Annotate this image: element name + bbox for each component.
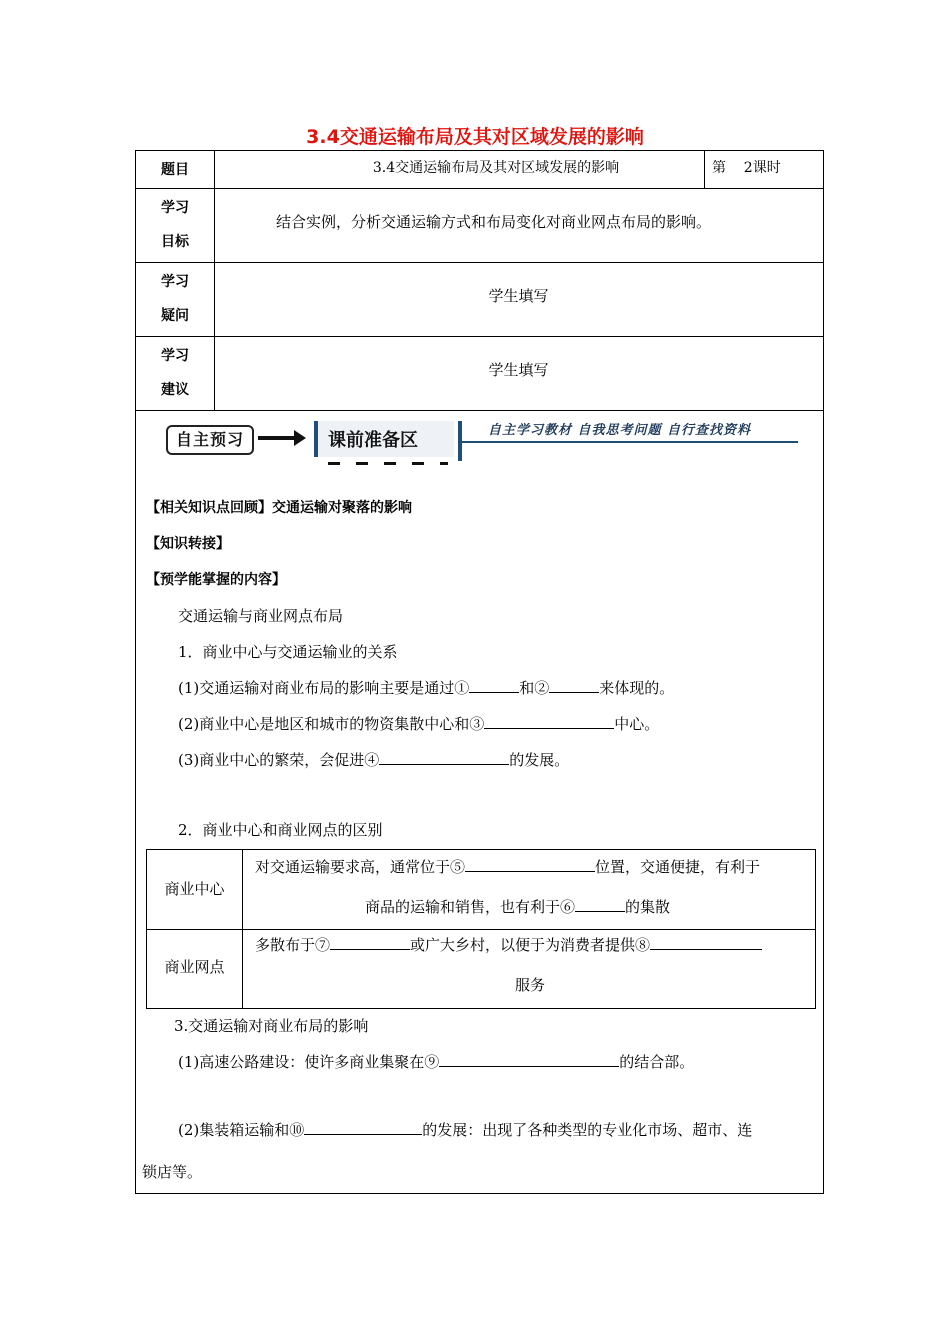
self-study-stamp: 自主预习 — [166, 425, 254, 455]
blank-1[interactable] — [469, 678, 519, 693]
goal-text: 结合实例，分析交通运输方式和布局变化对商业网点布局的影响。 — [276, 213, 712, 231]
topic-value: 3.4交通运输布局及其对区域发展的影响 — [372, 160, 620, 176]
topic-row — [136, 151, 823, 189]
item-5: (2)集装箱运输和⑩ 的发展：出现了各种类型的专业化市场、超市、连 — [178, 1121, 753, 1139]
content-topic: 交通运输与商业网点布局 — [178, 607, 344, 625]
section-tag-label: 课前准备区 — [328, 430, 418, 451]
comparison-table — [146, 849, 816, 1009]
item-3: (3)商业中心的繁荣，会促进④ 的发展。 — [178, 751, 570, 769]
blank-6[interactable] — [575, 897, 625, 912]
blank-3[interactable] — [484, 714, 614, 729]
suggestion-row — [136, 337, 823, 411]
center-line-1: 对交通运输要求高，通常位于⑤ 位置，交通便捷，有利于 — [255, 858, 761, 876]
question-row — [136, 263, 823, 337]
center-label: 商业中心 — [164, 880, 225, 898]
blank-4[interactable] — [379, 750, 509, 765]
item-4: (1)高速公路建设：使许多商业集聚在⑨ 的结合部。 — [178, 1053, 695, 1071]
heading-1: 1．商业中心与交通运输业的关系 — [178, 643, 398, 661]
goal-label-2: 目标 — [161, 234, 189, 250]
suggestion-label-2: 建议 — [161, 382, 189, 398]
center-line-2: 商品的运输和销售，也有利于⑥ 的集散 — [365, 898, 671, 916]
suggestion-text: 学生填写 — [488, 361, 549, 379]
blank-10[interactable] — [304, 1120, 422, 1135]
blank-8[interactable] — [650, 935, 762, 950]
suggestion-label-1: 学习 — [161, 348, 189, 364]
goal-label-1: 学习 — [161, 200, 189, 216]
question-label-2: 疑问 — [161, 308, 189, 324]
section-tag — [314, 421, 454, 457]
lesson-frame — [135, 150, 824, 1194]
heading-3: 3.交通运输对商业布局的影响 — [174, 1017, 369, 1035]
table-row — [147, 930, 815, 1008]
document-title: 3.4交通运输布局及其对区域发展的影响 — [306, 126, 644, 148]
outlet-line-1: 多散布于⑦ 或广大乡村，以便于为消费者提供⑧ — [255, 934, 762, 955]
blank-5[interactable] — [465, 857, 595, 872]
arrow-icon — [258, 436, 296, 440]
outlet-line-2: 服务 — [515, 976, 546, 994]
transfer-heading: 【知识转接】 — [146, 536, 230, 552]
goal-row — [136, 189, 823, 263]
question-label-1: 学习 — [161, 274, 189, 290]
blank-2[interactable] — [549, 678, 599, 693]
table-row — [147, 850, 815, 930]
topic-label: 题目 — [161, 162, 189, 178]
item-5-continued: 锁店等。 — [142, 1163, 203, 1181]
item-2: (2)商业中心是地区和城市的物资集散中心和③ 中心。 — [178, 715, 660, 733]
preview-heading: 【预学能掌握的内容】 — [146, 572, 286, 588]
preview-banner — [166, 413, 796, 465]
blank-9[interactable] — [439, 1052, 619, 1067]
review-heading: 【相关知识点回顾】交通运输对聚落的影响 — [146, 500, 412, 516]
blank-7[interactable] — [330, 935, 410, 950]
outlet-label: 商业网点 — [164, 958, 225, 976]
question-text: 学生填写 — [488, 287, 549, 305]
banner-slogan: 自主学习教材 自我思考问题 自行查找资料 — [488, 423, 752, 438]
heading-2: 2．商业中心和商业网点的区别 — [178, 821, 383, 839]
item-1: (1)交通运输对商业布局的影响主要是通过① 和② 来体现的。 — [178, 679, 675, 697]
lesson-number: 第 2课时 — [712, 160, 781, 176]
banner-line — [458, 441, 798, 443]
